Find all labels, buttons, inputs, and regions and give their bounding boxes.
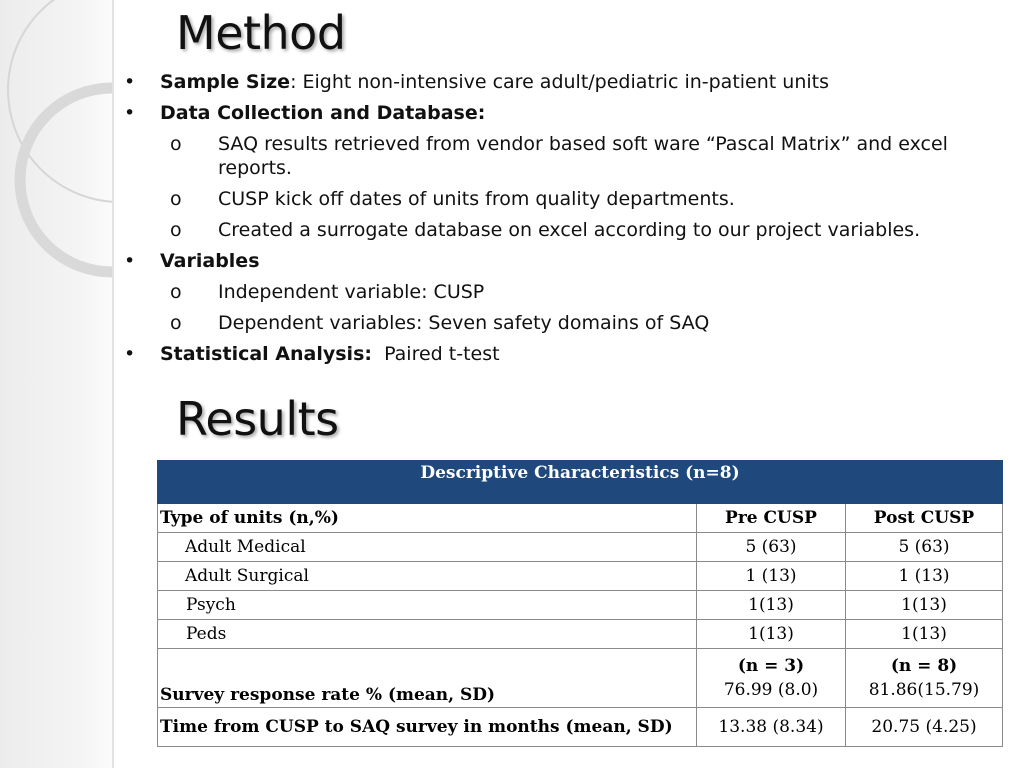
sub-bullet-marker: o bbox=[170, 312, 182, 334]
decorative-side-panel bbox=[0, 0, 112, 768]
descriptive-characteristics-table bbox=[157, 460, 1003, 747]
sub-bullet-text: Created a surrogate database on excel according to our project variables. bbox=[218, 219, 921, 241]
sub-bullet-text: Independent variable: CUSP bbox=[218, 281, 485, 303]
bullet-marker: • bbox=[124, 71, 136, 93]
sub-bullet-cusp-dates bbox=[120, 187, 1020, 211]
table-row bbox=[158, 533, 1003, 562]
response-post-value: 81.86(15.79) bbox=[868, 680, 980, 700]
header-pre-cusp: Pre CUSP bbox=[697, 504, 846, 533]
row-pre: 1(13) bbox=[697, 591, 846, 620]
sub-bullet-marker: o bbox=[170, 188, 182, 210]
response-rate-post bbox=[846, 649, 1003, 708]
panel-divider bbox=[112, 0, 114, 768]
response-pre-n: (n = 3) bbox=[737, 656, 805, 676]
bullet-text: : Eight non-intensive care adult/pediatric in-patient units bbox=[290, 71, 829, 93]
row-pre: 1(13) bbox=[697, 620, 846, 649]
table-caption-row bbox=[158, 461, 1003, 504]
row-label: Adult Surgical bbox=[158, 562, 697, 591]
bullet-marker: • bbox=[124, 343, 136, 365]
time-pre: 13.38 (8.34) bbox=[697, 708, 846, 747]
row-post: 5 (63) bbox=[846, 533, 1003, 562]
sub-bullet-text: Dependent variables: Seven safety domains of SAQ bbox=[218, 312, 710, 334]
table-row bbox=[158, 562, 1003, 591]
decorative-arcs bbox=[0, 0, 112, 768]
bullet-marker: • bbox=[124, 102, 136, 124]
sub-bullet-dependent bbox=[120, 311, 1020, 335]
sub-bullet-marker: o bbox=[170, 281, 182, 303]
bullet-label: Statistical Analysis: bbox=[160, 343, 372, 365]
row-label: Peds bbox=[158, 620, 697, 649]
method-bullet-list bbox=[120, 70, 1020, 373]
sub-bullet-independent bbox=[120, 280, 1020, 304]
table-caption: Descriptive Characteristics (n=8) bbox=[158, 461, 1003, 504]
bullet-marker: • bbox=[124, 250, 136, 272]
sub-bullet-marker: o bbox=[170, 219, 182, 241]
sub-bullet-text: CUSP kick off dates of units from quality departments. bbox=[218, 188, 735, 210]
row-pre: 1 (13) bbox=[697, 562, 846, 591]
row-pre: 5 (63) bbox=[697, 533, 846, 562]
row-post: 1 (13) bbox=[846, 562, 1003, 591]
table-row bbox=[158, 620, 1003, 649]
bullet-data-collection bbox=[120, 101, 1020, 125]
response-rate-pre bbox=[697, 649, 846, 708]
method-title: Method bbox=[176, 6, 346, 60]
bullet-label: Variables bbox=[160, 250, 260, 272]
bullet-variables bbox=[120, 249, 1020, 273]
row-label: Psych bbox=[158, 591, 697, 620]
response-pre-value: 76.99 (8.0) bbox=[723, 680, 819, 700]
bullet-label: Sample Size bbox=[160, 71, 291, 93]
table-header-row bbox=[158, 504, 1003, 533]
bullet-text: Paired t-test bbox=[371, 343, 500, 365]
results-title: Results bbox=[176, 392, 339, 446]
row-post: 1(13) bbox=[846, 591, 1003, 620]
table-row bbox=[158, 591, 1003, 620]
response-post-n: (n = 8) bbox=[890, 656, 958, 676]
header-post-cusp: Post CUSP bbox=[846, 504, 1003, 533]
row-label: Adult Medical bbox=[158, 533, 697, 562]
header-type-of-units: Type of units (n,%) bbox=[158, 504, 697, 533]
sub-bullet-surrogate-db bbox=[120, 218, 1020, 242]
sub-bullet-text: SAQ results retrieved from vendor based soft ware “Pascal Matrix” and excel reports. bbox=[218, 133, 948, 179]
response-rate-label: Survey response rate % (mean, SD) bbox=[158, 649, 697, 708]
table-row-time-to-survey bbox=[158, 708, 1003, 747]
sub-bullet-marker: o bbox=[170, 133, 182, 155]
bullet-label: Data Collection and Database: bbox=[160, 102, 486, 124]
bullet-sample-size bbox=[120, 70, 1020, 94]
table-row-response-rate bbox=[158, 649, 1003, 708]
row-post: 1(13) bbox=[846, 620, 1003, 649]
bullet-statistical-analysis bbox=[120, 342, 1020, 366]
time-label: Time from CUSP to SAQ survey in months (mean, SD) bbox=[158, 708, 697, 747]
time-post: 20.75 (4.25) bbox=[846, 708, 1003, 747]
sub-bullet-saq-results bbox=[120, 132, 1020, 180]
